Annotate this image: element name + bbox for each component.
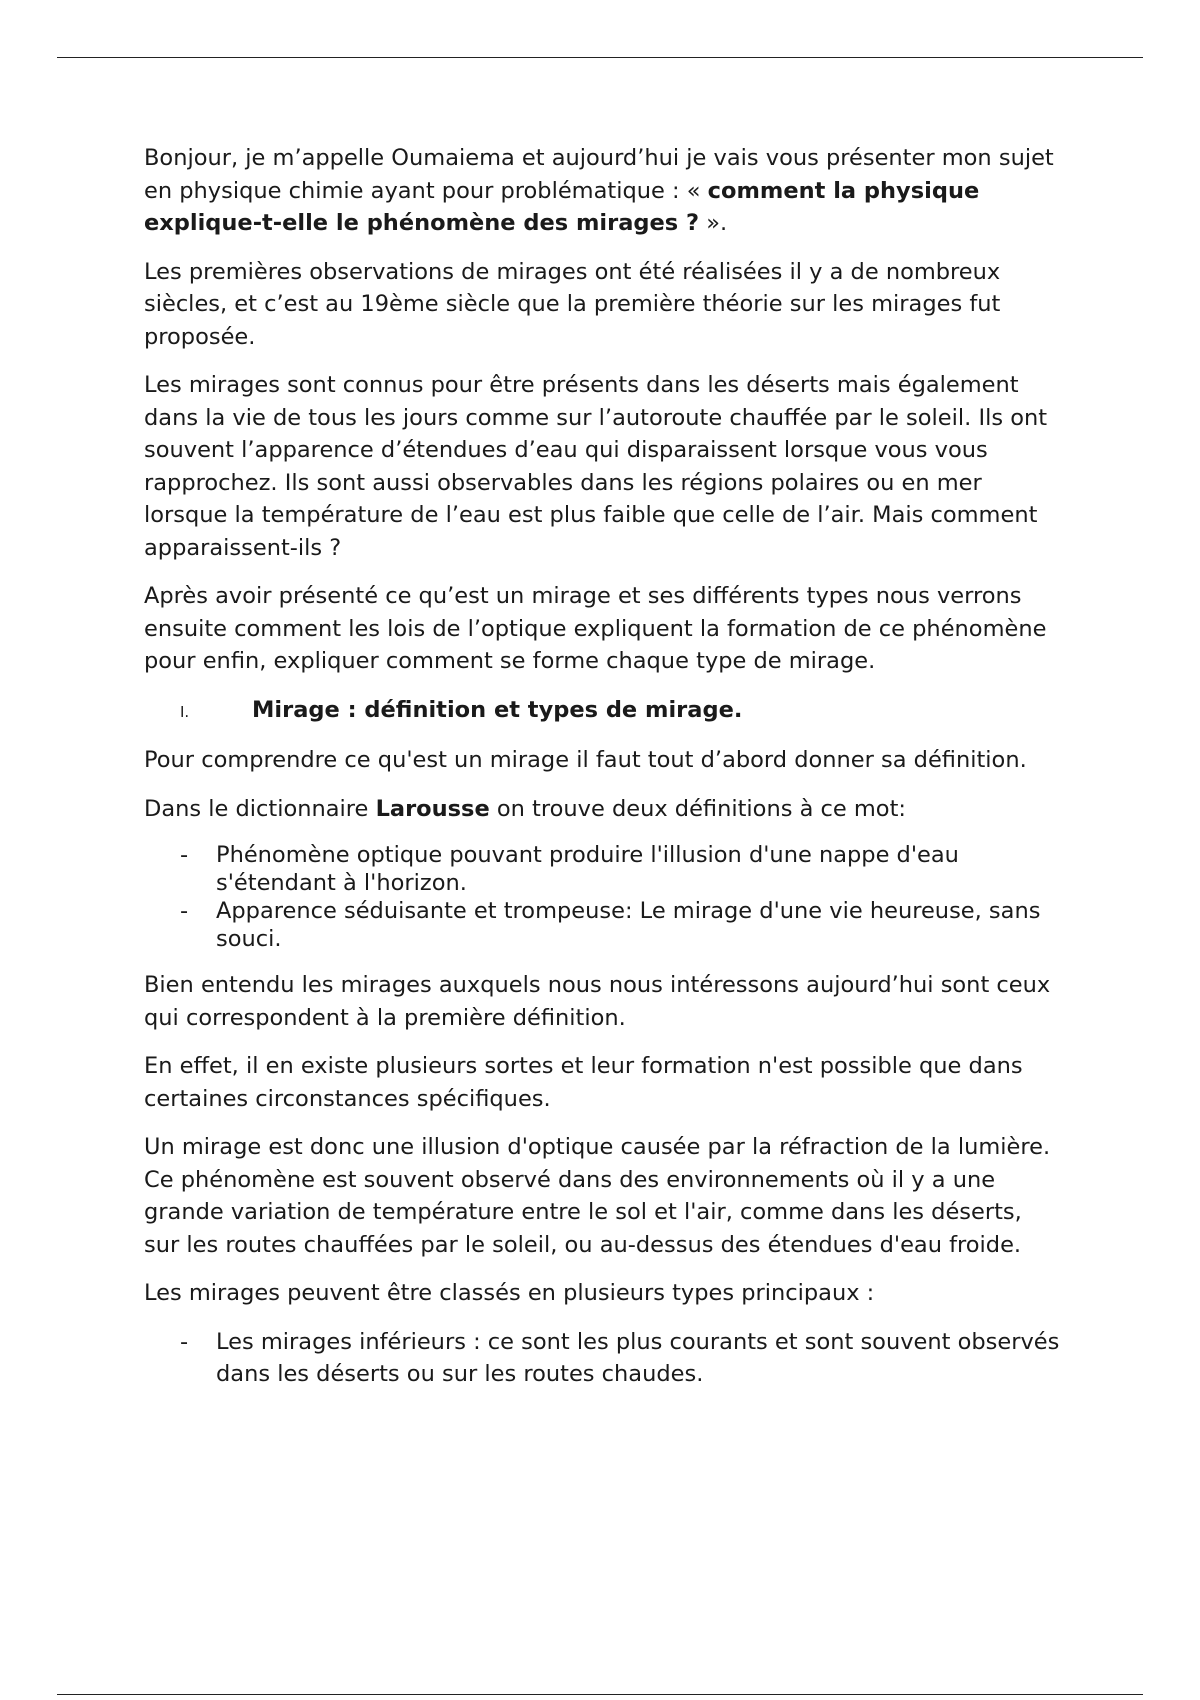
footer-rule — [57, 1694, 1143, 1695]
intro-paragraph — [144, 142, 1064, 240]
types-intro-paragraph: En effet, il en existe plusieurs sortes et leur formation n'est possible que dans certaines circonstances spécifiques. — [144, 1053, 1023, 1112]
header-rule — [57, 57, 1143, 58]
plan-paragraph: Après avoir présenté ce qu’est un mirage et ses différents types nous verrons ensuite comment les lois de l’optique expliquent la formation de ce phénomène pour enfin, expliquer comment se forme chaque type de mirage. — [144, 583, 1047, 674]
history-paragraph: Les premières observations de mirages ont été réalisées il y a de nombreux siècles, et c’est au 19ème siècle que la première théorie sur les mirages fut proposée. — [144, 258, 1001, 350]
section-heading — [144, 694, 1064, 729]
types-list — [144, 1326, 1064, 1391]
definition-intro-paragraph: Pour comprendre ce qu'est un mirage il faut tout d’abord donner sa définition. — [144, 747, 1027, 773]
context-paragraph: Les mirages sont connus pour être présents dans les déserts mais également dans la vie de tous les jours comme sur l’autoroute chauffée par le soleil. Ils ont souvent l’apparence d’étendues d’eau qui disparaissent lorsque vous vous rapprochez. Ils sont aussi observables dans les régions polaires ou en mer lorsque la température de l’eau est plus faible que celle de l’air. Mais comment apparaissent-ils ? — [144, 372, 1048, 561]
classification-paragraph: Les mirages peuvent être classés en plusieurs types principaux : — [144, 1280, 875, 1306]
intro-text: Bonjour, je m’appelle Oumaiema et aujourd’hui je vais vous présenter mon sujet en physique chimie ayant pour problématique : « — [144, 145, 1054, 204]
dictionary-text-end: on trouve deux définitions à ce mot: — [489, 795, 906, 822]
dictionary-paragraph — [144, 793, 1064, 826]
list-item: - Les mirages inférieurs : ce sont les plus courants et sont souvent observés dans les déserts ou sur les routes chaudes. — [144, 1326, 1064, 1391]
list-item: - Apparence séduisante et trompeuse: Le mirage d'une vie heureuse, sans souci. — [144, 897, 1064, 953]
section-number: I. — [180, 702, 190, 721]
intro-closing: ». — [699, 210, 728, 236]
definition-paragraph: Un mirage est donc une illusion d'optique causée par la réfraction de la lumière. Ce phénomène est souvent observé dans des environnements où il y a une grande variation de température entre le sol et l'air, comme dans les déserts, sur les routes chauffées par le soleil, ou au-dessus des étendues d'eau froide. — [144, 1134, 1051, 1258]
dictionary-text: Dans le dictionnaire — [144, 795, 376, 822]
scope-paragraph: Bien entendu les mirages auxquels nous nous intéressons aujourd’hui sont ceux qui correspondent à la première définition. — [144, 972, 1051, 1031]
problem-statement: comment la physique explique-t-elle le phénomène des mirages ? — [144, 177, 980, 236]
section-title: Mirage : définition et types de mirage. — [252, 696, 743, 723]
definitions-list — [144, 841, 1064, 953]
dictionary-name: Larousse — [375, 795, 490, 822]
list-item: - Phénomène optique pouvant produire l'illusion d'une nappe d'eau s'étendant à l'horizon. — [144, 841, 1064, 897]
document-body — [144, 142, 1064, 1407]
